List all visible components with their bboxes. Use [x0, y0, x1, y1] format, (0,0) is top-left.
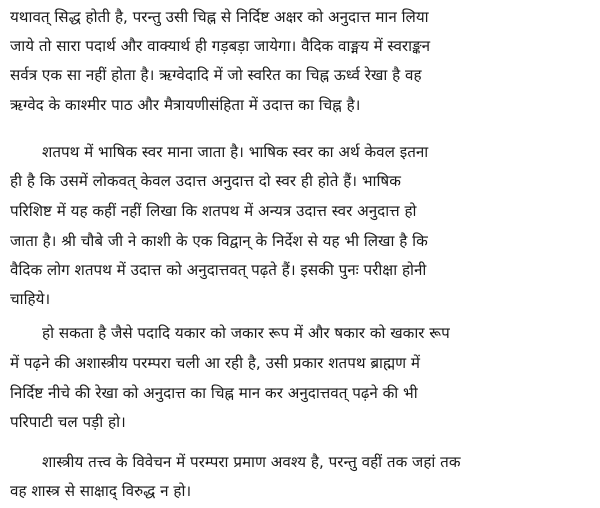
text-line: ही है कि उसमें लोकवत् केवल उदात्त अनुदात्त दो स्वर ही होते हैं। भाषिक — [10, 172, 401, 190]
text-line: परिशिष्ट में यह कहीं नहीं लिखा कि शतपथ में अन्यत्र उदात्त स्वर अनुदात्त हो — [10, 202, 417, 220]
text-line: निर्दिष्ट नीचे की रेखा को अनुदात्त का चिह्न मान कर अनुदात्तवत् पढ़ने की भी — [10, 384, 418, 402]
text-line: वैदिक लोग शतपथ में उदात्त को अनुदात्तवत् पढ़ते हैं। इसकी पुनः परीक्षा होनी — [10, 261, 427, 279]
text-line: ऋग्वेद के काश्मीर पाठ और मैत्रायणीसंहिता में उदात्त का चिह्न है। — [10, 96, 361, 114]
text-line: शतपथ में भाषिक स्वर माना जाता है। भाषिक स्वर का अर्थ केवल इतना — [42, 143, 429, 161]
text-line: जाता है। श्री चौबे जी ने काशी के एक विद्वान् के निर्देश से यह भी लिखा है कि — [10, 232, 428, 250]
text-line: में पढ़ने की अशास्त्रीय परम्परा चली आ रही है, उसी प्रकार शतपथ ब्राह्मण में — [10, 354, 421, 372]
text-line: सर्वत्र एक सा नहीं होता है। ऋग्वेदादि में जो स्वरित का चिह्न ऊर्ध्व रेखा है वह — [10, 66, 422, 84]
text-line: वह शास्त्र से साक्षाद् विरुद्ध न हो। — [10, 482, 192, 500]
text-line: परिपाटी चल पड़ी हो। — [10, 413, 126, 431]
text-line: चाहिये। — [10, 290, 51, 308]
text-line: हो सकता है जैसे पदादि यकार को जकार रूप में और षकार को खकार रूप — [42, 324, 450, 342]
text-line: जाये तो सारा पदार्थ और वाक्यार्थ ही गड़बड़ा जायेगा। वैदिक वाङ्मय में स्वराङ्कन — [10, 37, 431, 55]
text-line: यथावत् सिद्ध होती है, परन्तु उसी चिह्न से निर्दिष्ट अक्षर को अनुदात्त मान लिया — [10, 8, 429, 26]
text-line: शास्त्रीय तत्त्व के विवेचन में परम्परा प्रमाण अवश्य है, परन्तु वहीं तक जहां तक — [42, 453, 461, 471]
